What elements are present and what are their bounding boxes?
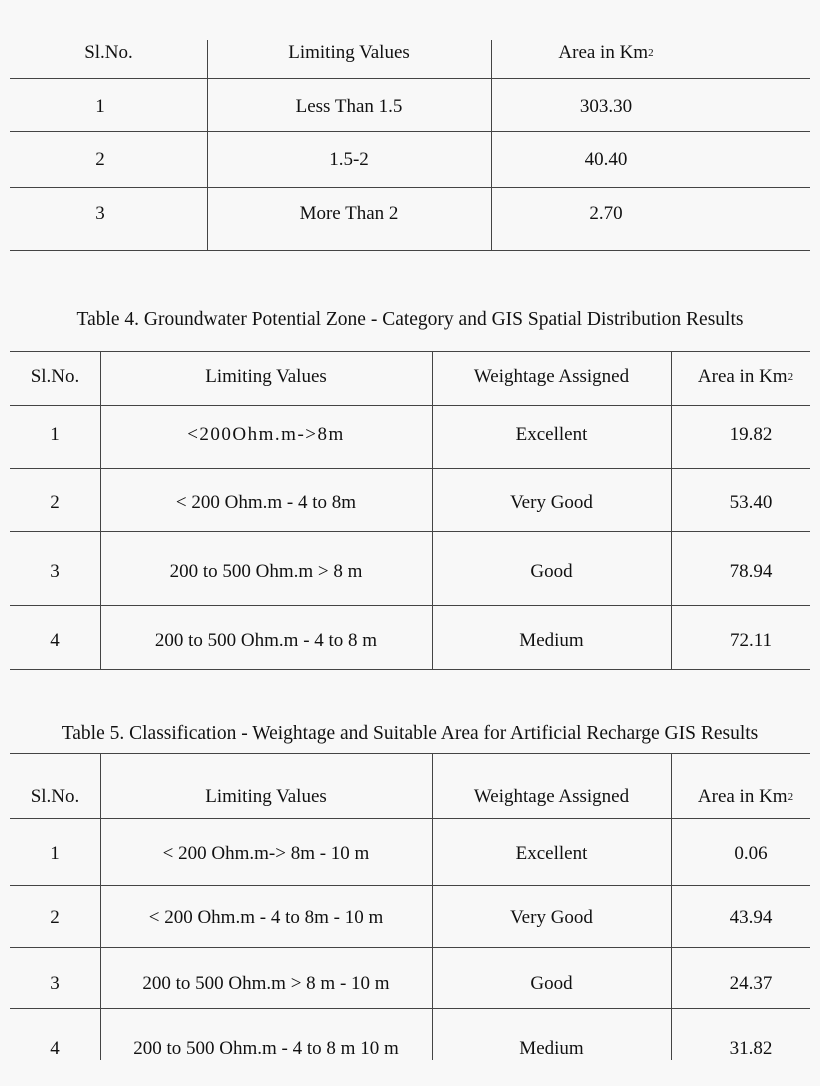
- header-sl-no: Sl.No.: [30, 366, 80, 387]
- table-cell: Good: [530, 561, 573, 582]
- table-cell: 200 to 500 Ohm.m > 8 m: [169, 561, 363, 582]
- header-limiting-values: Limiting Values: [205, 786, 327, 807]
- table-cell: Excellent: [515, 424, 588, 445]
- table-cell: 2: [50, 492, 60, 513]
- table-5-caption: Table 5. Classification - Weightage and Suitable Area for Artificial Recharge GIS Results: [61, 723, 759, 744]
- table-cell: 4: [50, 630, 60, 651]
- header-sl-no: Sl.No.: [84, 42, 133, 63]
- table-cell: 3: [50, 973, 60, 994]
- table-cell: 0.06: [734, 843, 768, 864]
- table-cell: 200 to 500 Ohm.m - 4 to 8 m 10 m: [133, 1038, 399, 1059]
- table-4-caption: Table 4. Groundwater Potential Zone - Category and GIS Spatial Distribution Results: [76, 309, 744, 330]
- table-cell: 1: [50, 843, 60, 864]
- header-area: Area in Km 2: [697, 786, 794, 807]
- table-cell: < 200 Ohm.m-> 8m - 10 m: [162, 843, 370, 864]
- header-limiting-values: Limiting Values: [288, 42, 410, 63]
- table-rule: [10, 1008, 810, 1009]
- table-cell: 2: [95, 149, 105, 170]
- table-cell: Medium: [519, 630, 584, 651]
- table-cell: < 200 Ohm.m - 4 to 8m: [175, 492, 357, 513]
- header-weightage: Weightage Assigned: [473, 786, 630, 807]
- header-area: Area in Km 2: [558, 42, 654, 63]
- table-cell: 2.70: [589, 203, 623, 224]
- table-cell: Excellent: [515, 843, 588, 864]
- table-cell: 200 to 500 Ohm.m - 4 to 8 m: [154, 630, 378, 651]
- table-cell: Very Good: [510, 907, 593, 928]
- header-area: Area in Km 2: [697, 366, 794, 387]
- table-cell: 53.40: [729, 492, 773, 513]
- table-rule: [10, 885, 810, 886]
- table-cell: 31.82: [729, 1038, 773, 1059]
- table-cell: 78.94: [729, 561, 773, 582]
- header-area-text: Area in Km: [697, 786, 788, 807]
- table-cell: 4: [50, 1038, 60, 1059]
- table-cell: 72.11: [729, 630, 773, 651]
- header-weightage: Weightage Assigned: [473, 366, 630, 387]
- header-area-text: Area in Km: [558, 42, 649, 63]
- table-cell: 303.30: [579, 96, 633, 117]
- table-cell: Good: [530, 973, 573, 994]
- table-cell: 200 to 500 Ohm.m > 8 m - 10 m: [142, 973, 390, 994]
- table-cell: 40.40: [584, 149, 628, 170]
- table-cell: Very Good: [510, 492, 593, 513]
- table-cell: 2: [50, 907, 60, 928]
- table-cell: Less Than 1.5: [295, 96, 403, 117]
- header-area-text: Area in Km: [697, 366, 788, 387]
- table-cell: < 200 Ohm.m - 4 to 8m - 10 m: [148, 907, 384, 928]
- table-rule: [10, 818, 810, 819]
- table-cell: 3: [50, 561, 60, 582]
- table-cell: 43.94: [729, 907, 773, 928]
- table-cell: Medium: [519, 1038, 584, 1059]
- table-cell: 3: [95, 203, 105, 224]
- table-cell: 1: [50, 424, 60, 445]
- table-rule: [10, 947, 810, 948]
- header-limiting-values: Limiting Values: [205, 366, 327, 387]
- table-cell: More Than 2: [299, 203, 399, 224]
- table-cell: 24.37: [729, 973, 773, 994]
- table-rule: [10, 753, 810, 754]
- table-cell: <200Ohm.m->8m: [187, 424, 345, 445]
- table-cell: 19.82: [729, 424, 773, 445]
- table-cell: 1: [95, 96, 105, 117]
- table-cell: 1.5-2: [329, 149, 369, 170]
- header-sl-no: Sl.No.: [30, 786, 80, 807]
